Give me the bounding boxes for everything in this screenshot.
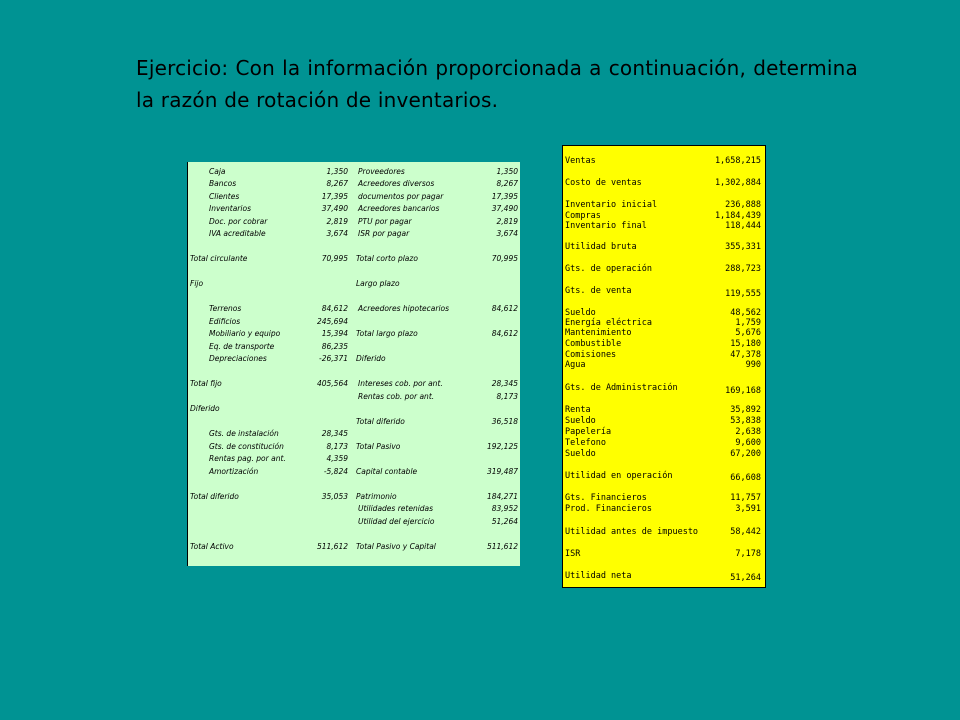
income-row-inventario-inicial [563, 200, 765, 210]
row-value: 15,180 [730, 339, 761, 349]
row-label: Utilidad antes de impuesto [565, 527, 699, 537]
income-row-combustible [563, 339, 765, 349]
row-value: 5,676 [735, 328, 761, 338]
row-label: Combustible [565, 339, 622, 349]
balance-row-diferido-head [188, 404, 520, 414]
row-value: 51,264 [491, 517, 518, 526]
income-row-sueldo [563, 308, 765, 318]
row-label: Acreedores diversos [358, 179, 435, 188]
row-label: Papelería [565, 427, 612, 437]
section-heading: Diferido [190, 404, 220, 413]
balance-row-rentas-cob [188, 392, 520, 402]
row-value: 355,331 [725, 242, 761, 252]
section-heading: Diferido [356, 354, 386, 363]
row-value: 47,378 [730, 350, 761, 360]
row-value: -5,824 [323, 467, 348, 476]
row-value: 36,518 [491, 417, 518, 426]
row-label: Bancos [209, 179, 237, 188]
income-statement [562, 145, 766, 588]
balance-row-doc-cobrar [188, 217, 520, 227]
row-label: Utilidad en operación [565, 471, 673, 481]
row-label: PTU por pagar [358, 217, 412, 226]
row-value: -26,371 [319, 354, 348, 363]
row-value: 4,359 [326, 454, 348, 463]
row-label: Gts. Financieros [565, 493, 647, 503]
income-row-comisiones [563, 350, 765, 360]
row-label: Gts. de instalación [209, 429, 279, 438]
row-value: 7,178 [735, 549, 761, 559]
row-value: 86,235 [321, 342, 348, 351]
balance-row-iva [188, 229, 520, 239]
row-label: Caja [209, 167, 226, 176]
row-value: 28,345 [321, 429, 348, 438]
row-label: Utilidad del ejercicio [358, 517, 435, 526]
balance-row-clientes [188, 192, 520, 202]
income-row-ventas [563, 156, 765, 166]
row-label: Sueldo [565, 308, 596, 318]
row-value: 236,888 [725, 200, 761, 210]
row-value: 990 [745, 360, 761, 370]
section-heading: Largo plazo [356, 279, 400, 288]
row-value: 118,444 [725, 221, 761, 231]
row-label: Acreedores hipotecarios [358, 304, 450, 313]
row-label: Gts. de Administración [565, 383, 678, 393]
row-label: Rentas cob. por ant. [358, 392, 435, 401]
row-label: Total diferido [356, 417, 405, 426]
row-label: Total largo plazo [356, 329, 418, 338]
balance-row-transporte [188, 342, 520, 352]
row-label: Utilidades retenidas [358, 504, 434, 513]
balance-row-section-heads [188, 279, 520, 289]
section-heading: Fijo [190, 279, 204, 288]
row-value: 67,200 [730, 449, 761, 459]
row-label: Amortización [209, 467, 259, 476]
row-label: Terrenos [209, 304, 242, 313]
row-label: Total circulante [190, 254, 248, 263]
row-label: Sueldo [565, 449, 596, 459]
row-value: 37,490 [321, 204, 348, 213]
row-label: Gts. de operación [565, 264, 652, 274]
row-value: 83,952 [491, 504, 518, 513]
row-label: Doc. por cobrar [209, 217, 268, 226]
row-label: Inventarios [209, 204, 251, 213]
row-label: Total Activo [190, 542, 234, 551]
income-row-gts-admin [563, 383, 765, 396]
income-row-gts-venta [563, 286, 765, 299]
income-row-utilidad-antes [563, 527, 765, 537]
row-value: 8,173 [326, 442, 348, 451]
row-label: Costo de ventas [565, 178, 642, 188]
row-value: 58,442 [730, 527, 761, 537]
income-row-isr [563, 549, 765, 559]
row-value: 1,184,439 [714, 211, 761, 221]
balance-row-depreciaciones [188, 354, 520, 364]
row-label: Comisiones [565, 350, 617, 360]
row-value: 405,564 [316, 379, 348, 388]
row-value: 511,612 [316, 542, 348, 551]
row-value: 288,723 [725, 264, 761, 274]
balance-row-inventarios [188, 204, 520, 214]
row-value: 17,395 [321, 192, 348, 201]
row-label: Compras [565, 211, 601, 221]
balance-row-edificios [188, 317, 520, 327]
exercise-title: Ejercicio: Con la información proporcionada a continuación, determina la razón de rotación de inventarios. [136, 56, 858, 112]
row-label: Sueldo [565, 416, 596, 426]
row-value: 1,759 [735, 318, 761, 328]
row-label: Clientes [209, 192, 240, 201]
row-label: Acreedores bancarios [358, 204, 440, 213]
row-label: Inventario inicial [565, 200, 658, 210]
balance-row-total-circulante [188, 254, 520, 264]
row-label: Ventas [565, 156, 596, 166]
income-row-utilidad-neta [563, 571, 765, 581]
row-value: 2,638 [735, 427, 761, 437]
row-value: 3,591 [735, 504, 761, 514]
income-row-gts-operacion [563, 264, 765, 274]
row-value: 17,395 [491, 192, 518, 201]
row-value: 8,267 [326, 179, 348, 188]
row-value: 66,608 [730, 473, 761, 483]
row-value: 119,555 [725, 289, 761, 299]
row-value: 84,612 [491, 304, 518, 313]
income-row-gts-financieros [563, 493, 765, 503]
row-label: Depreciaciones [209, 354, 267, 363]
balance-row-terrenos [188, 304, 520, 314]
row-value: 3,674 [326, 229, 348, 238]
row-value: 9,600 [735, 438, 761, 448]
row-label: Total diferido [190, 492, 239, 501]
income-row-inventario-final [563, 221, 765, 231]
row-value: 70,995 [321, 254, 348, 263]
row-label: ISR [565, 549, 581, 559]
row-label: Proveedores [358, 167, 405, 176]
row-label: Total Pasivo y Capital [356, 542, 436, 551]
income-row-compras [563, 211, 765, 221]
row-value: 1,658,215 [714, 156, 761, 166]
row-value: 70,995 [491, 254, 518, 263]
row-value: 8,267 [496, 179, 518, 188]
income-row-papeleria [563, 427, 765, 437]
row-value: 48,562 [730, 308, 761, 318]
row-value: 511,612 [486, 542, 518, 551]
row-value: 1,350 [326, 167, 348, 176]
row-label: Intereses cob. por ant. [358, 379, 443, 388]
row-value: 3,674 [496, 229, 518, 238]
balance-row-utilidad-ejercicio [188, 517, 520, 527]
balance-row-total-fijo [188, 379, 520, 389]
row-label: Telefono [565, 438, 606, 448]
balance-row-total-diferido [188, 492, 520, 502]
income-row-telefono [563, 438, 765, 448]
balance-row-amortizacion [188, 467, 520, 477]
row-label: Mobiliario y equipo [209, 329, 281, 338]
income-row-mantenimiento [563, 328, 765, 338]
income-row-renta [563, 405, 765, 415]
row-value: 84,612 [491, 329, 518, 338]
row-value: 184,271 [486, 492, 518, 501]
income-row-costo-ventas [563, 178, 765, 188]
balance-row-utilidades-retenidas [188, 504, 520, 514]
row-label: Agua [565, 360, 586, 370]
balance-row-totals [188, 542, 520, 552]
row-value: 84,612 [321, 304, 348, 313]
row-value: 192,125 [486, 442, 518, 451]
row-label: Total Pasivo [356, 442, 401, 451]
balance-sheet [187, 162, 520, 566]
row-value: 8,173 [496, 392, 518, 401]
row-value: 37,490 [491, 204, 518, 213]
row-label: ISR por pagar [358, 229, 410, 238]
row-value: 28,345 [491, 379, 518, 388]
row-value: 1,350 [496, 167, 518, 176]
row-value: 319,487 [486, 467, 518, 476]
income-row-agua [563, 360, 765, 370]
balance-row-mobiliario [188, 329, 520, 339]
row-label: Patrimonio [356, 492, 397, 501]
row-label: Eq. de transporte [209, 342, 275, 351]
row-label: Total fijo [190, 379, 222, 388]
row-label: Prod. Financieros [565, 504, 652, 514]
row-value: 2,819 [326, 217, 348, 226]
row-label: Inventario final [565, 221, 647, 231]
row-value: 1,302,884 [714, 178, 761, 188]
row-value: 51,264 [730, 573, 761, 583]
balance-row-bancos [188, 179, 520, 189]
row-label: Rentas pag. por ant. [209, 454, 286, 463]
balance-row-gts-instalacion [188, 429, 520, 439]
row-value: 2,819 [496, 217, 518, 226]
row-label: Gts. de constitución [209, 442, 284, 451]
income-row-sueldo [563, 449, 765, 459]
row-value: 35,053 [321, 492, 348, 501]
row-label: Edificios [209, 317, 241, 326]
row-value: 169,168 [725, 386, 761, 396]
row-value: 11,757 [730, 493, 761, 503]
row-label: IVA acreditable [209, 229, 266, 238]
row-value: 15,394 [321, 329, 348, 338]
row-label: Renta [565, 405, 591, 415]
row-label: Utilidad neta [565, 571, 632, 581]
row-label: Utilidad bruta [565, 242, 637, 252]
row-label: Energía eléctrica [565, 318, 652, 328]
income-row-sueldo [563, 416, 765, 426]
row-value: 35,892 [730, 405, 761, 415]
balance-row-rentas-pag [188, 454, 520, 464]
income-row-prod-financieros [563, 504, 765, 514]
income-row-utilidad-operacion [563, 471, 765, 481]
income-row-energia [563, 318, 765, 328]
row-label: Total corto plazo [356, 254, 418, 263]
row-value: 245,694 [316, 317, 348, 326]
income-row-utilidad-bruta [563, 242, 765, 252]
row-label: Mantenimiento [565, 328, 632, 338]
balance-row-total-diferido-pas [188, 417, 520, 427]
balance-row-gts-constitucion [188, 442, 520, 452]
row-value: 53,838 [730, 416, 761, 426]
row-label: Gts. de venta [565, 286, 632, 296]
balance-row-caja [188, 167, 520, 177]
row-label: Capital contable [356, 467, 418, 476]
row-label: documentos por pagar [358, 192, 444, 201]
